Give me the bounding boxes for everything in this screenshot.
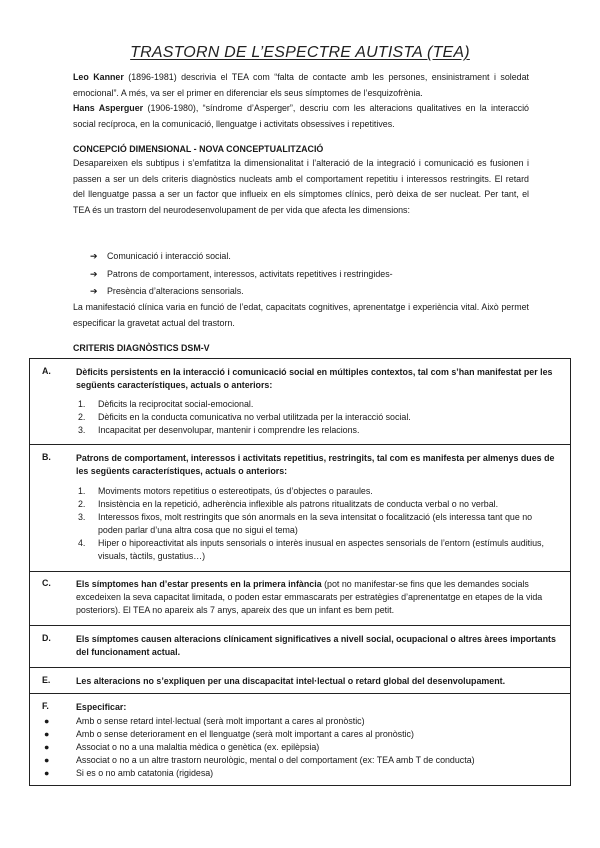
- item-number: 4.: [78, 538, 86, 548]
- list-item: [30, 741, 550, 754]
- criterion-row-e: [30, 668, 570, 694]
- list-item: [78, 411, 548, 424]
- criterion-letter: E.: [42, 675, 51, 685]
- bullet-icon: ●: [44, 742, 50, 752]
- kanner-text: (1896-1981) descrivia el TEA com “falta de contacte amb les persones, ensinistrament i soledat emocional”. A més, va ser el primer en diferenciar els seus símptomes de l’esquizofrènia.: [73, 72, 530, 98]
- dimensions-list: [90, 248, 393, 301]
- arrow-icon: ➔: [90, 268, 98, 279]
- criterion-a-text: Dèficits persistents en la interacció i comunicació social en múltiples contextos, tal com s’han manifestat per les següents característiques, actuals o anteriors:: [76, 367, 553, 390]
- arrow-icon: ➔: [90, 286, 98, 296]
- kanner-name: Leo Kanner: [73, 72, 124, 82]
- list-item: [78, 511, 548, 537]
- item-number: 2.: [78, 412, 86, 422]
- list-item: [78, 398, 548, 411]
- criterion-letter: C.: [42, 578, 51, 588]
- dimension-label: Comunicació i interacció social.: [107, 251, 231, 261]
- asperger-name: Hans Asperguer: [73, 103, 144, 113]
- dimensional-heading: CONCEPCIÓ DIMENSIONAL - NOVA CONCEPTUALITZACIÓ: [73, 144, 324, 154]
- arrow-icon: ➔: [90, 251, 98, 261]
- clinical-paragraph: La manifestació clínica varia en funció de l’edat, capacitats cognitives, aprenentatge i experiència vital. Això permet especificar la gravetat actual del trastorn.: [73, 302, 529, 328]
- item-text: Hiper o hiporeactivitat als inputs sensorials o interès inusual en aspectes sensorials de l’entorn (estímuls auditius, visuals, tàctils, gustatius…): [98, 538, 544, 561]
- item-number: 3.: [78, 512, 86, 522]
- item-text: Incapacitat per desenvolupar, mantenir i comprendre les relacions.: [98, 425, 360, 435]
- item-number: 2.: [78, 499, 86, 509]
- criterion-b-text: Patrons de comportament, interessos i activitats repetitius, restringits, tal com es manifesta per almenys dues de les següents característiques, actuals o anteriors:: [76, 453, 555, 476]
- criterion-b-list: [78, 485, 548, 563]
- criteria-table: [29, 358, 571, 786]
- dimensional-paragraph: Desapareixen els subtipus i s’emfatitza la dimensionalitat i l’alteració de la integració i comunicació es fusionen i passen a ser un dels criteris diagnòstics nucleats amb el comportament repetitiu i interessos restringits. El retard del llenguatge passa a ser un factor que influeix en els símptomes clínics, però deixa de ser nucleat. Per tant, el TEA és un trastorn del neurodesenvolupament de per vida que afecta les dimensions:: [73, 158, 529, 215]
- asperger-text: (1906-1980), “síndrome d’Asperger”, descriu com les alteracions qualitatives en la interacció social recíproca, en la comunicació, llenguatge i activitats obsessives i repetitives.: [73, 103, 529, 129]
- criterion-letter: D.: [42, 633, 51, 643]
- list-item: [30, 767, 550, 780]
- list-item: [30, 715, 550, 728]
- criterion-letter: B.: [42, 452, 51, 462]
- criteria-heading: CRITERIS DIAGNÒSTICS DSM-V: [73, 343, 210, 353]
- intro-kanner-paragraph: [73, 70, 529, 101]
- item-number: 1.: [78, 486, 86, 496]
- item-text: Amb o sense deteriorament en el llenguatge (serà molt important a cares al pronòstic): [76, 729, 414, 739]
- intro-asperger-paragraph: [73, 101, 529, 132]
- criterion-row-d: [30, 626, 570, 668]
- criterion-letter: F.: [42, 701, 49, 711]
- item-text: Amb o sense retard intel·lectual (serà molt important a cares al pronòstic): [76, 716, 365, 726]
- specifier-list: [30, 715, 550, 780]
- item-text: Dèficits en la conducta comunicativa no verbal utilitzada per la interacció social.: [98, 412, 411, 422]
- criterion-row-b: [30, 445, 570, 572]
- bullet-icon: ●: [44, 768, 50, 778]
- document-title-text: TRASTORN DE L’ESPECTRE AUTISTA (TEA): [130, 44, 470, 61]
- criterion-e-text: Les alteracions no s’expliquen per una discapacitat intel·lectual o retard global del desenvolupament.: [76, 676, 506, 686]
- item-text: Associat o no a un altre trastorn neurològic, mental o del comportament (ex: TEA amb T de conducta): [76, 755, 475, 765]
- item-number: 3.: [78, 425, 86, 435]
- item-text: Associat o no a una malaltia mèdica o genètica (ex. epilèpsia): [76, 742, 320, 752]
- bullet-icon: ●: [44, 716, 50, 726]
- criterion-a-list: [78, 398, 548, 437]
- list-item: [90, 248, 393, 266]
- list-item: [78, 498, 548, 511]
- list-item: [30, 728, 550, 741]
- list-item: [90, 266, 393, 284]
- criterion-d-text: Els símptomes causen alteracions clínicament significatives a nivell social, ocupacional o altres àrees importants del funcionament actual.: [76, 634, 556, 657]
- list-item: [78, 424, 548, 437]
- item-text: Dèficits la reciprocitat social-emocional.: [98, 399, 254, 409]
- list-item: [90, 283, 393, 301]
- criterion-row-f: [30, 694, 570, 785]
- criterion-c-text: [76, 578, 562, 617]
- list-item: [78, 537, 548, 563]
- criterion-row-a: [30, 359, 570, 445]
- document-title: [0, 44, 600, 62]
- list-item: [30, 754, 550, 767]
- item-number: 1.: [78, 399, 86, 409]
- item-text: Insistència en la repetició, adherència inflexible als patrons ritualitzats de conducta verbal o no verbal.: [98, 499, 499, 509]
- criterion-row-c: [30, 572, 570, 626]
- dimension-label: Presència d’alteracions sensorials.: [107, 286, 244, 296]
- bullet-icon: ●: [44, 729, 50, 739]
- bullet-icon: ●: [44, 755, 50, 765]
- item-text: Moviments motors repetitius o estereotipats, ús d’objectes o paraules.: [98, 486, 373, 496]
- criterion-c-bold: Els símptomes han d’estar presents en la primera infància: [76, 579, 322, 589]
- criterion-c-detail: (pot no manifestar-se fins que les demandes socials excedeixen la seva capacitat limitada, o poden estar emmascarats per estratègies d’aprenentatge en etapes de la vida posteriors). El TEA no apareix als 7 anys, apareix des que un infant es bem petit.: [76, 579, 543, 615]
- item-text: Interessos fixos, molt restringits que són anormals en la seva intensitat o focalització (els interessa tant que no poden parlar d’una altra cosa que no sigui el tema): [98, 512, 533, 535]
- list-item: [78, 485, 548, 498]
- criterion-letter: A.: [42, 366, 51, 376]
- item-text: Si es o no amb catatonia (rigidesa): [76, 768, 214, 778]
- dimension-label: Patrons de comportament, interessos, activitats repetitives i restringides-: [107, 268, 393, 279]
- criterion-f-text: Especificar:: [76, 702, 127, 712]
